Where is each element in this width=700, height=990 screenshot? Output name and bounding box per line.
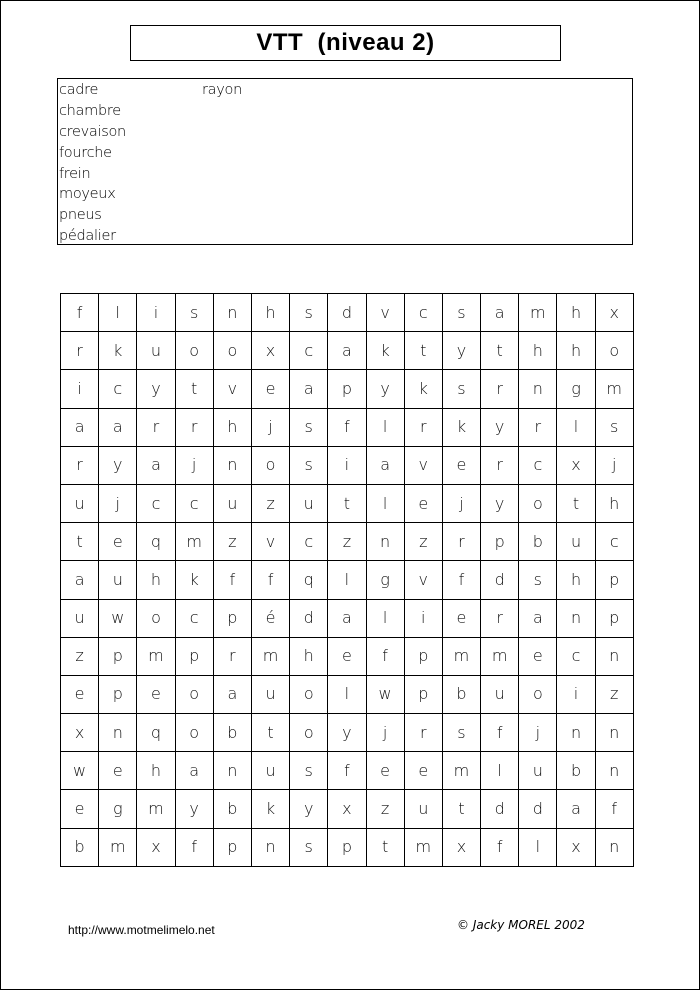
grid-cell[interactable]: k <box>99 332 137 370</box>
grid-cell[interactable]: f <box>328 752 366 790</box>
grid-cell[interactable]: l <box>481 752 519 790</box>
grid-cell[interactable]: y <box>290 790 328 828</box>
grid-cell[interactable]: t <box>557 484 595 522</box>
grid-cell[interactable]: n <box>213 752 251 790</box>
grid-cell[interactable]: k <box>175 561 213 599</box>
grid-cell[interactable]: u <box>481 675 519 713</box>
grid-cell[interactable]: g <box>557 370 595 408</box>
grid-cell[interactable]: e <box>442 599 480 637</box>
grid-cell[interactable]: y <box>442 332 480 370</box>
grid-cell[interactable]: v <box>213 370 251 408</box>
grid-cell[interactable]: z <box>213 523 251 561</box>
grid-cell[interactable]: y <box>99 446 137 484</box>
grid-cell[interactable]: h <box>595 484 633 522</box>
grid-cell[interactable]: z <box>328 523 366 561</box>
grid-cell[interactable]: m <box>481 637 519 675</box>
footer-url[interactable]: http://www.motmelimelo.net <box>68 923 215 937</box>
grid-cell[interactable]: y <box>175 790 213 828</box>
grid-cell[interactable]: r <box>61 332 99 370</box>
grid-cell[interactable]: m <box>251 637 289 675</box>
grid-cell[interactable]: e <box>404 752 442 790</box>
grid-cell[interactable]: p <box>213 599 251 637</box>
grid-row <box>61 294 634 332</box>
grid-cell[interactable]: p <box>595 561 633 599</box>
grid-cell[interactable]: y <box>366 370 404 408</box>
grid-cell[interactable]: f <box>175 828 213 866</box>
grid-cell[interactable]: f <box>366 637 404 675</box>
grid-cell[interactable]: o <box>519 484 557 522</box>
grid-cell[interactable]: j <box>442 484 480 522</box>
grid-cell[interactable]: p <box>404 675 442 713</box>
grid-cell[interactable]: f <box>481 714 519 752</box>
grid-cell[interactable]: l <box>328 675 366 713</box>
grid-cell[interactable]: n <box>99 714 137 752</box>
grid-cell[interactable]: z <box>61 637 99 675</box>
word-list-item: crevaison <box>59 123 126 140</box>
grid-row <box>61 675 634 713</box>
grid-cell[interactable]: v <box>366 294 404 332</box>
grid-cell[interactable]: h <box>557 561 595 599</box>
grid-cell[interactable]: o <box>290 675 328 713</box>
grid-cell[interactable]: a <box>290 370 328 408</box>
grid-cell[interactable]: v <box>404 561 442 599</box>
grid-cell[interactable]: e <box>442 446 480 484</box>
grid-cell[interactable]: t <box>366 828 404 866</box>
grid-row <box>61 599 634 637</box>
grid-cell[interactable]: d <box>328 294 366 332</box>
grid-cell[interactable]: l <box>99 294 137 332</box>
grid-cell[interactable]: i <box>404 599 442 637</box>
grid-cell[interactable]: a <box>61 561 99 599</box>
grid-cell[interactable]: y <box>481 484 519 522</box>
grid-cell[interactable]: i <box>328 446 366 484</box>
grid-cell[interactable]: b <box>213 790 251 828</box>
grid-cell[interactable]: a <box>328 599 366 637</box>
grid-cell[interactable]: q <box>290 561 328 599</box>
grid-row <box>61 446 634 484</box>
grid-cell[interactable]: c <box>137 484 175 522</box>
grid-cell[interactable]: n <box>595 637 633 675</box>
grid-cell[interactable]: u <box>519 752 557 790</box>
grid-cell[interactable]: p <box>595 599 633 637</box>
grid-cell[interactable]: l <box>366 484 404 522</box>
grid-cell[interactable]: h <box>290 637 328 675</box>
grid-cell[interactable]: o <box>595 332 633 370</box>
grid-cell[interactable]: y <box>481 408 519 446</box>
grid-cell[interactable]: u <box>99 561 137 599</box>
grid-cell[interactable]: m <box>99 828 137 866</box>
grid-cell[interactable]: j <box>519 714 557 752</box>
grid-cell[interactable]: h <box>557 332 595 370</box>
grid-cell[interactable]: g <box>366 561 404 599</box>
grid-cell[interactable]: p <box>328 370 366 408</box>
grid-cell[interactable]: o <box>290 714 328 752</box>
grid-cell[interactable]: j <box>99 484 137 522</box>
grid-cell[interactable]: f <box>213 561 251 599</box>
grid-row <box>61 637 634 675</box>
grid-cell[interactable]: t <box>481 332 519 370</box>
grid-cell[interactable]: i <box>557 675 595 713</box>
grid-cell[interactable]: u <box>61 599 99 637</box>
grid-cell[interactable]: u <box>137 332 175 370</box>
grid-cell[interactable]: e <box>404 484 442 522</box>
grid-cell[interactable]: c <box>519 446 557 484</box>
grid-cell[interactable]: t <box>404 332 442 370</box>
grid-cell[interactable]: w <box>366 675 404 713</box>
grid-cell[interactable]: e <box>251 370 289 408</box>
grid-cell[interactable]: o <box>175 332 213 370</box>
grid-cell[interactable]: r <box>481 599 519 637</box>
grid-cell[interactable]: x <box>251 332 289 370</box>
grid-cell[interactable]: t <box>251 714 289 752</box>
grid-cell[interactable]: q <box>137 523 175 561</box>
grid-cell[interactable]: m <box>519 294 557 332</box>
page-title: VTT (niveau 2) <box>256 29 435 56</box>
grid-cell[interactable]: j <box>251 408 289 446</box>
grid-cell[interactable]: l <box>557 408 595 446</box>
grid-cell[interactable]: u <box>557 523 595 561</box>
grid-cell[interactable]: k <box>404 370 442 408</box>
grid-cell[interactable]: r <box>481 446 519 484</box>
word-list-item: rayon <box>202 82 242 98</box>
word-list-item: cadre <box>59 82 99 98</box>
grid-cell[interactable]: n <box>595 714 633 752</box>
grid-cell[interactable]: k <box>366 332 404 370</box>
grid-cell[interactable]: b <box>442 675 480 713</box>
grid-cell[interactable]: q <box>137 714 175 752</box>
grid-row <box>61 523 634 561</box>
grid-cell[interactable]: s <box>595 408 633 446</box>
grid-cell[interactable]: o <box>175 675 213 713</box>
grid-cell[interactable]: c <box>404 294 442 332</box>
grid-cell[interactable]: o <box>251 446 289 484</box>
grid-cell[interactable]: n <box>251 828 289 866</box>
grid-cell[interactable]: r <box>481 370 519 408</box>
grid-cell[interactable]: l <box>519 828 557 866</box>
grid-cell[interactable]: e <box>61 790 99 828</box>
grid-cell[interactable]: p <box>328 828 366 866</box>
grid-row <box>61 561 634 599</box>
grid-cell[interactable]: m <box>404 828 442 866</box>
grid-cell[interactable]: p <box>404 637 442 675</box>
grid-cell[interactable]: c <box>175 599 213 637</box>
grid-cell[interactable]: d <box>290 599 328 637</box>
grid-row <box>61 332 634 370</box>
grid-cell[interactable]: c <box>557 637 595 675</box>
grid-cell[interactable]: e <box>61 675 99 713</box>
grid-cell[interactable]: u <box>61 484 99 522</box>
grid-cell[interactable]: e <box>99 523 137 561</box>
grid-cell[interactable]: n <box>595 828 633 866</box>
grid-cell[interactable]: a <box>213 675 251 713</box>
grid-cell[interactable]: u <box>251 675 289 713</box>
grid-cell[interactable]: h <box>137 561 175 599</box>
grid-cell[interactable]: n <box>557 714 595 752</box>
grid-cell[interactable]: t <box>442 790 480 828</box>
grid-cell[interactable]: e <box>328 637 366 675</box>
grid-cell[interactable]: h <box>557 294 595 332</box>
grid-cell[interactable]: m <box>137 790 175 828</box>
grid-cell[interactable]: f <box>61 294 99 332</box>
grid-cell[interactable]: h <box>519 332 557 370</box>
grid-cell[interactable]: j <box>595 446 633 484</box>
grid-cell[interactable]: b <box>61 828 99 866</box>
grid-cell[interactable]: y <box>328 714 366 752</box>
grid-cell[interactable]: u <box>404 790 442 828</box>
grid-cell[interactable]: u <box>290 484 328 522</box>
grid-cell[interactable]: o <box>519 675 557 713</box>
grid-cell[interactable]: e <box>137 675 175 713</box>
grid-cell[interactable]: b <box>213 714 251 752</box>
grid-cell[interactable]: n <box>595 752 633 790</box>
grid-cell[interactable]: p <box>213 828 251 866</box>
grid-cell[interactable]: f <box>442 561 480 599</box>
grid-row <box>61 370 634 408</box>
grid-cell[interactable]: w <box>61 752 99 790</box>
grid-cell[interactable]: r <box>175 408 213 446</box>
grid-cell[interactable]: a <box>519 599 557 637</box>
grid-cell[interactable]: d <box>519 790 557 828</box>
grid-cell[interactable]: t <box>328 484 366 522</box>
grid-cell[interactable]: x <box>137 828 175 866</box>
grid-cell[interactable]: c <box>290 523 328 561</box>
word-list-column-2 <box>202 80 242 101</box>
grid-cell[interactable]: r <box>404 714 442 752</box>
grid-row <box>61 752 634 790</box>
grid-cell[interactable]: a <box>99 408 137 446</box>
grid-cell[interactable]: j <box>366 714 404 752</box>
grid-cell[interactable]: h <box>137 752 175 790</box>
grid-cell[interactable]: j <box>175 446 213 484</box>
grid-cell[interactable]: m <box>137 637 175 675</box>
grid-cell[interactable]: r <box>519 408 557 446</box>
grid-cell[interactable]: u <box>251 752 289 790</box>
grid-cell[interactable]: b <box>557 752 595 790</box>
grid-cell[interactable]: s <box>290 294 328 332</box>
grid-cell[interactable]: n <box>519 370 557 408</box>
word-list-item: moyeux <box>59 186 116 203</box>
grid-row <box>61 408 634 446</box>
grid-cell[interactable]: c <box>290 332 328 370</box>
grid-cell[interactable]: y <box>137 370 175 408</box>
grid-cell[interactable]: o <box>175 714 213 752</box>
grid-cell[interactable]: z <box>404 523 442 561</box>
grid-cell[interactable]: f <box>328 408 366 446</box>
grid-cell[interactable]: a <box>481 294 519 332</box>
grid-cell[interactable]: w <box>99 599 137 637</box>
grid-cell[interactable]: f <box>481 828 519 866</box>
grid-cell[interactable]: p <box>99 675 137 713</box>
grid-cell[interactable]: a <box>175 752 213 790</box>
word-list-box <box>57 78 633 245</box>
grid-cell[interactable]: x <box>61 714 99 752</box>
grid-cell[interactable]: l <box>366 408 404 446</box>
word-list-column-1 <box>59 80 126 247</box>
grid-cell[interactable]: x <box>442 828 480 866</box>
word-list-item: fourche <box>59 144 112 161</box>
grid-cell[interactable]: é <box>251 599 289 637</box>
grid-cell[interactable]: s <box>290 752 328 790</box>
grid-cell[interactable]: p <box>481 523 519 561</box>
title-box <box>130 25 561 61</box>
grid-cell[interactable]: r <box>61 446 99 484</box>
grid-cell[interactable]: r <box>137 408 175 446</box>
word-list-item: pédalier <box>59 228 116 245</box>
grid-cell[interactable]: s <box>290 408 328 446</box>
grid-cell[interactable]: s <box>290 828 328 866</box>
grid-cell[interactable]: s <box>442 370 480 408</box>
grid-cell[interactable]: c <box>595 523 633 561</box>
grid-cell[interactable]: t <box>175 370 213 408</box>
grid-row <box>61 714 634 752</box>
grid-cell[interactable]: x <box>557 828 595 866</box>
grid-cell[interactable]: o <box>213 332 251 370</box>
grid-cell[interactable]: e <box>519 637 557 675</box>
grid-cell[interactable]: r <box>404 408 442 446</box>
grid-cell[interactable]: x <box>595 294 633 332</box>
grid-cell[interactable]: g <box>99 790 137 828</box>
footer-copyright: © Jacky MOREL 2002 <box>457 918 585 932</box>
grid-cell[interactable]: u <box>213 484 251 522</box>
grid-cell[interactable]: x <box>557 446 595 484</box>
grid-cell[interactable]: p <box>99 637 137 675</box>
grid-cell[interactable]: h <box>251 294 289 332</box>
word-search-grid <box>60 293 634 867</box>
grid-cell[interactable]: x <box>328 790 366 828</box>
grid-cell[interactable]: n <box>557 599 595 637</box>
grid-cell[interactable]: l <box>328 561 366 599</box>
grid-cell[interactable]: c <box>99 370 137 408</box>
grid-cell[interactable]: a <box>557 790 595 828</box>
grid-cell[interactable]: o <box>137 599 175 637</box>
grid-cell[interactable]: e <box>99 752 137 790</box>
word-list-item: frein <box>59 165 91 182</box>
grid-cell[interactable]: a <box>137 446 175 484</box>
grid-cell[interactable]: a <box>328 332 366 370</box>
grid-cell[interactable]: f <box>595 790 633 828</box>
word-list-item: chambre <box>59 102 121 119</box>
grid-cell[interactable]: s <box>175 294 213 332</box>
grid-cell[interactable]: f <box>251 561 289 599</box>
grid-cell[interactable]: h <box>213 408 251 446</box>
grid-cell[interactable]: s <box>442 294 480 332</box>
grid-cell[interactable]: m <box>442 752 480 790</box>
grid-cell[interactable]: k <box>251 790 289 828</box>
grid-cell[interactable]: n <box>213 294 251 332</box>
grid-cell[interactable]: s <box>442 714 480 752</box>
grid-cell[interactable]: t <box>61 523 99 561</box>
grid-cell[interactable]: d <box>481 790 519 828</box>
grid-cell[interactable]: s <box>290 446 328 484</box>
grid-cell[interactable]: i <box>137 294 175 332</box>
grid-row <box>61 484 634 522</box>
grid-cell[interactable]: s <box>519 561 557 599</box>
grid-cell[interactable]: r <box>442 523 480 561</box>
grid-cell[interactable]: n <box>366 523 404 561</box>
grid-row <box>61 790 634 828</box>
grid-cell[interactable]: p <box>175 637 213 675</box>
grid-cell[interactable]: z <box>366 790 404 828</box>
grid-cell[interactable]: z <box>595 675 633 713</box>
word-list-item: pneus <box>59 207 102 224</box>
grid-cell[interactable]: m <box>175 523 213 561</box>
grid-cell[interactable]: v <box>251 523 289 561</box>
grid-cell[interactable]: k <box>442 408 480 446</box>
grid-cell[interactable]: a <box>61 408 99 446</box>
grid-cell[interactable]: m <box>595 370 633 408</box>
grid-cell[interactable]: a <box>366 446 404 484</box>
grid-row <box>61 828 634 866</box>
grid-cell[interactable]: m <box>442 637 480 675</box>
grid-cell[interactable]: i <box>61 370 99 408</box>
grid-cell[interactable]: d <box>481 561 519 599</box>
grid-cell[interactable]: e <box>366 752 404 790</box>
grid-cell[interactable]: r <box>213 637 251 675</box>
grid-cell[interactable]: l <box>366 599 404 637</box>
grid-cell[interactable]: z <box>251 484 289 522</box>
grid-cell[interactable]: c <box>175 484 213 522</box>
grid-cell[interactable]: v <box>404 446 442 484</box>
grid-cell[interactable]: b <box>519 523 557 561</box>
grid-cell[interactable]: n <box>213 446 251 484</box>
